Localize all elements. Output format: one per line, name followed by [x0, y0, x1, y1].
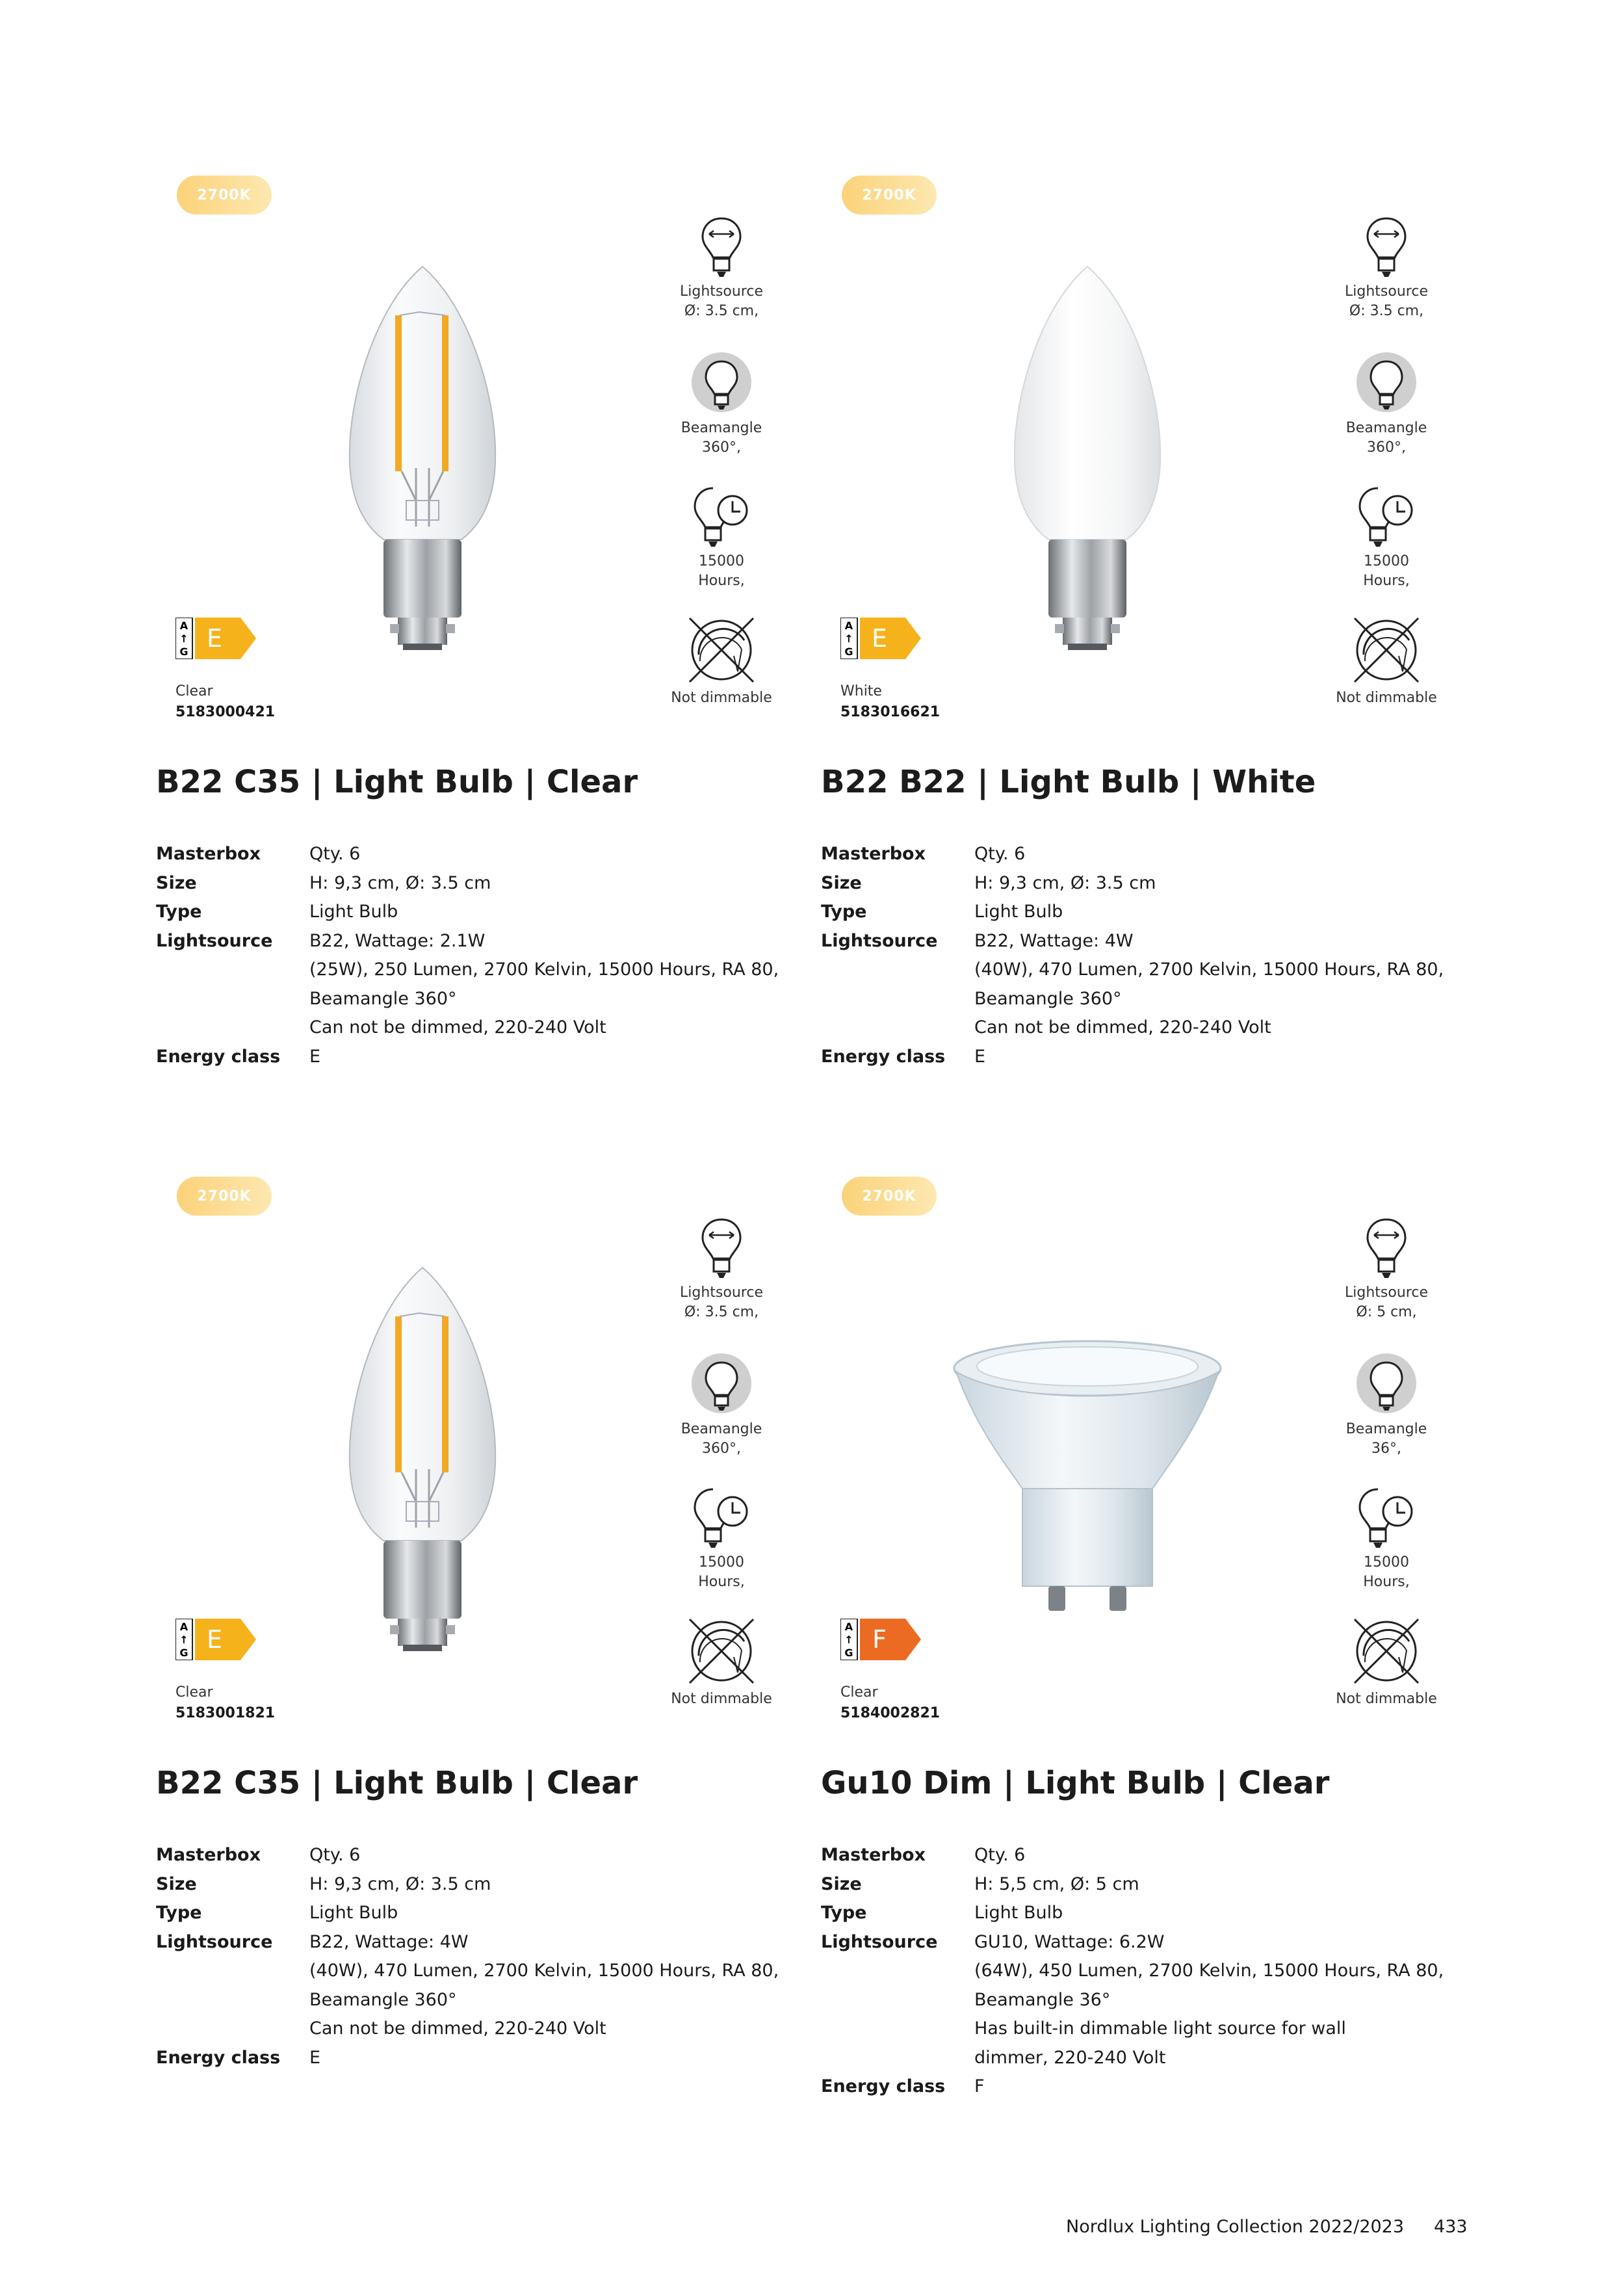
spec-table — [821, 1841, 1458, 2102]
spec-row — [821, 2044, 1458, 2073]
lightsource-label: Lightsource — [680, 1285, 763, 1301]
lightsource-feature — [650, 215, 793, 321]
spec-value: E — [974, 1046, 986, 1067]
spec-label — [821, 1986, 974, 2015]
product-code: 5183001821 — [175, 1705, 276, 1721]
spec-value: Qty. 6 — [974, 844, 1026, 864]
lifetime-clock-icon — [650, 1485, 793, 1550]
lightsource-value: Ø: 3.5 cm, — [684, 303, 759, 319]
product-card — [156, 1177, 806, 2139]
spec-label: Energy class — [156, 2047, 281, 2068]
lightsource-icon — [1315, 215, 1458, 280]
color-temperature-badge: 2700K — [177, 1177, 272, 1216]
hours-label: Hours, — [1363, 1574, 1410, 1590]
spec-row — [156, 840, 793, 869]
product-code: 5183016621 — [840, 704, 941, 720]
spec-row — [156, 956, 793, 985]
spec-label — [156, 1013, 309, 1043]
energy-class-letter: E — [206, 1625, 223, 1654]
spec-row — [821, 1013, 1458, 1043]
not-dimmable-icon — [650, 1615, 793, 1687]
beamangle-icon — [650, 1352, 793, 1417]
spec-value: B22, Wattage: 2.1W — [309, 930, 486, 951]
beamangle-label: Beamangle — [681, 1421, 762, 1437]
beamangle-feature — [650, 351, 793, 458]
page-number: 433 — [1434, 2217, 1468, 2237]
hours-feature — [650, 1485, 793, 1592]
spec-label: Masterbox — [156, 1845, 261, 1865]
energy-label — [840, 618, 922, 662]
color-temperature-badge: 2700K — [842, 176, 937, 215]
energy-scale-bottom: G — [179, 646, 188, 658]
spec-table — [156, 840, 793, 1071]
lightsource-feature — [1315, 1216, 1458, 1322]
spec-label: Type — [156, 902, 202, 922]
product-title: Gu10 Dim | Light Bulb | Clear — [821, 1765, 1330, 1801]
product-card — [821, 1177, 1471, 2139]
spec-value: Light Bulb — [974, 902, 1063, 922]
spec-value: (40W), 470 Lumen, 2700 Kelvin, 15000 Hours, RA 80, — [974, 959, 1444, 980]
spec-value: Qty. 6 — [309, 844, 361, 864]
spec-value: Beamangle 360° — [309, 988, 457, 1009]
spec-label — [156, 2015, 309, 2044]
hours-label: Hours, — [1363, 573, 1410, 589]
spec-row — [821, 869, 1458, 898]
beamangle-feature — [650, 1352, 793, 1459]
beamangle-label: Beamangle — [1345, 420, 1427, 436]
product-photo — [286, 1196, 559, 1664]
beamangle-icon — [650, 351, 793, 416]
spec-row — [821, 1841, 1458, 1870]
spec-value: F — [974, 2076, 985, 2096]
product-code: 5183000421 — [175, 704, 276, 720]
product-code: 5184002821 — [840, 1705, 941, 1721]
lightsource-label: Lightsource — [1345, 283, 1428, 300]
page-footer — [1066, 2217, 1468, 2237]
finish-label: Clear — [840, 1684, 878, 1701]
spec-label — [156, 985, 309, 1014]
spec-row — [156, 869, 793, 898]
spec-value: Light Bulb — [309, 1903, 398, 1923]
spec-label — [821, 956, 974, 985]
lightsource-icon — [1315, 1216, 1458, 1281]
finish-label: Clear — [175, 1684, 213, 1701]
not-dimmable-icon — [650, 614, 793, 686]
spec-row — [821, 840, 1458, 869]
spec-label: Masterbox — [156, 844, 261, 864]
spec-value: Beamangle 360° — [974, 988, 1122, 1009]
spec-value: Can not be dimmed, 220-240 Volt — [309, 1017, 606, 1037]
spec-label: Size — [156, 872, 197, 893]
color-temperature-badge: 2700K — [177, 176, 272, 215]
hours-value: 15000 — [1364, 553, 1409, 569]
spec-value: (40W), 470 Lumen, 2700 Kelvin, 15000 Hours, RA 80, — [309, 1961, 779, 1981]
svg-text:↑: ↑ — [179, 1634, 188, 1646]
spec-value: GU10, Wattage: 6.2W — [974, 1931, 1165, 1952]
spec-label: Type — [156, 1903, 202, 1923]
hours-value: 15000 — [699, 553, 744, 569]
spec-row — [821, 956, 1458, 985]
product-photo — [951, 1196, 1224, 1664]
spec-row — [821, 1870, 1458, 1899]
spec-label — [821, 2044, 974, 2073]
spec-label — [821, 985, 974, 1014]
spec-value: B22, Wattage: 4W — [309, 1931, 469, 1952]
dimmable-label: Not dimmable — [1336, 690, 1437, 706]
not-dimmable-icon — [1315, 614, 1458, 686]
spec-row — [821, 985, 1458, 1014]
spec-label — [821, 1013, 974, 1043]
spec-label: Energy class — [821, 1046, 946, 1067]
spec-row — [156, 927, 793, 956]
spec-value: Qty. 6 — [974, 1845, 1026, 1865]
beamangle-feature — [1315, 351, 1458, 458]
spec-row — [821, 1899, 1458, 1928]
hours-label: Hours, — [698, 573, 745, 589]
spec-row — [821, 2015, 1458, 2044]
dimmable-label: Not dimmable — [1336, 1691, 1437, 1707]
spec-label: Lightsource — [821, 1931, 938, 1952]
spec-row — [156, 1870, 793, 1899]
spec-label — [821, 2015, 974, 2044]
spec-row — [156, 1899, 793, 1928]
spec-row — [821, 1043, 1458, 1072]
beamangle-label: Beamangle — [1345, 1421, 1427, 1437]
energy-scale-top: A — [179, 620, 188, 632]
energy-scale-bottom: G — [844, 1647, 853, 1659]
spec-row — [156, 1043, 793, 1072]
spec-row — [156, 1841, 793, 1870]
hours-label: Hours, — [698, 1574, 745, 1590]
spec-row — [156, 1986, 793, 2015]
finish-label: Clear — [175, 683, 213, 699]
spec-value: dimmer, 220-240 Volt — [974, 2047, 1166, 2068]
energy-label — [840, 1619, 922, 1663]
spec-value: Light Bulb — [309, 902, 398, 922]
spec-value: Beamangle 360° — [309, 1989, 457, 2010]
beamangle-feature — [1315, 1352, 1458, 1459]
svg-text:↑: ↑ — [844, 633, 853, 645]
energy-scale-bottom: G — [844, 646, 853, 658]
beamangle-value: 360°, — [702, 1441, 741, 1457]
spec-value: Qty. 6 — [309, 1845, 361, 1865]
spec-label: Energy class — [156, 1046, 281, 1067]
spec-value: Can not be dimmed, 220-240 Volt — [309, 2018, 606, 2039]
product-title: B22 C35 | Light Bulb | Clear — [156, 764, 638, 800]
hours-value: 15000 — [1364, 1554, 1409, 1571]
product-title: B22 B22 | Light Bulb | White — [821, 764, 1316, 800]
spec-label — [156, 956, 309, 985]
lifetime-clock-icon — [650, 484, 793, 549]
lifetime-clock-icon — [1315, 484, 1458, 549]
spec-row — [821, 1928, 1458, 1957]
spec-row — [156, 1957, 793, 1986]
spec-row — [156, 985, 793, 1014]
energy-class-letter: E — [206, 624, 223, 653]
spec-label — [821, 1957, 974, 1986]
svg-text:↑: ↑ — [179, 633, 188, 645]
product-photo — [951, 195, 1224, 663]
spec-label: Lightsource — [821, 930, 938, 951]
spec-value: Has built-in dimmable light source for wall — [974, 2018, 1346, 2039]
beamangle-value: 360°, — [702, 439, 741, 456]
spec-value: (64W), 450 Lumen, 2700 Kelvin, 15000 Hours, RA 80, — [974, 1961, 1444, 1981]
energy-label — [175, 618, 257, 662]
dimmable-feature — [1315, 614, 1458, 708]
spec-label — [156, 1986, 309, 2015]
dimmable-feature — [650, 1615, 793, 1709]
spec-row — [156, 2015, 793, 2044]
energy-class-letter: E — [871, 624, 888, 653]
spec-value: H: 5,5 cm, Ø: 5 cm — [974, 1873, 1139, 1894]
spec-table — [156, 1841, 793, 2072]
energy-label — [175, 1619, 257, 1663]
spec-value: Light Bulb — [974, 1903, 1063, 1923]
spec-label: Size — [821, 872, 862, 893]
spec-label: Lightsource — [156, 1931, 273, 1952]
spec-table — [821, 840, 1458, 1071]
lightsource-value: Ø: 3.5 cm, — [1349, 303, 1424, 319]
spec-label: Masterbox — [821, 844, 926, 864]
product-photo — [286, 195, 559, 663]
beamangle-icon — [1315, 351, 1458, 416]
spec-label: Lightsource — [156, 930, 273, 951]
lightsource-label: Lightsource — [1345, 1285, 1428, 1301]
lightsource-feature — [650, 1216, 793, 1322]
spec-row — [821, 898, 1458, 927]
spec-value: (25W), 250 Lumen, 2700 Kelvin, 15000 Hours, RA 80, — [309, 959, 779, 980]
finish-label: White — [840, 683, 882, 699]
spec-label: Type — [821, 1903, 867, 1923]
hours-value: 15000 — [699, 1554, 744, 1571]
lightsource-icon — [650, 215, 793, 280]
beamangle-label: Beamangle — [681, 420, 762, 436]
not-dimmable-icon — [1315, 1615, 1458, 1687]
spec-row — [821, 1957, 1458, 1986]
hours-feature — [1315, 1485, 1458, 1592]
dimmable-label: Not dimmable — [671, 1691, 772, 1707]
spec-row — [821, 1986, 1458, 2015]
spec-row — [156, 898, 793, 927]
spec-label: Size — [821, 1873, 862, 1894]
svg-text:↑: ↑ — [844, 1634, 853, 1646]
spec-value: E — [309, 2047, 321, 2068]
spec-value: B22, Wattage: 4W — [974, 930, 1134, 951]
energy-scale-top: A — [844, 1621, 853, 1633]
lightsource-feature — [1315, 215, 1458, 321]
spec-row — [156, 2044, 793, 2073]
spec-value: E — [309, 1046, 321, 1067]
spec-value: H: 9,3 cm, Ø: 3.5 cm — [309, 872, 491, 893]
spec-row — [156, 1013, 793, 1043]
spec-row — [156, 1928, 793, 1957]
product-title: B22 C35 | Light Bulb | Clear — [156, 1765, 638, 1801]
energy-class-letter: F — [872, 1625, 887, 1654]
spec-value: H: 9,3 cm, Ø: 3.5 cm — [974, 872, 1156, 893]
spec-value: Can not be dimmed, 220-240 Volt — [974, 1017, 1271, 1037]
spec-label: Size — [156, 1873, 197, 1894]
beamangle-icon — [1315, 1352, 1458, 1417]
lifetime-clock-icon — [1315, 1485, 1458, 1550]
energy-scale-bottom: G — [179, 1647, 188, 1659]
beamangle-value: 36°, — [1371, 1441, 1401, 1457]
hours-feature — [650, 484, 793, 591]
spec-label: Masterbox — [821, 1845, 926, 1865]
spec-row — [821, 927, 1458, 956]
hours-feature — [1315, 484, 1458, 591]
beamangle-value: 360°, — [1367, 439, 1406, 456]
dimmable-label: Not dimmable — [671, 690, 772, 706]
spec-value: Beamangle 36° — [974, 1989, 1111, 2010]
lightsource-value: Ø: 5 cm, — [1356, 1304, 1417, 1320]
energy-scale-top: A — [844, 620, 853, 632]
product-card — [156, 176, 806, 1138]
color-temperature-badge: 2700K — [842, 1177, 937, 1216]
dimmable-feature — [650, 614, 793, 708]
lightsource-icon — [650, 1216, 793, 1281]
spec-value: H: 9,3 cm, Ø: 3.5 cm — [309, 1873, 491, 1894]
spec-label: Energy class — [821, 2076, 946, 2096]
spec-label: Type — [821, 902, 867, 922]
spec-row — [821, 2072, 1458, 2102]
footer-collection: Nordlux Lighting Collection 2022/2023 — [1066, 2217, 1405, 2237]
lightsource-label: Lightsource — [680, 283, 763, 300]
energy-scale-top: A — [179, 1621, 188, 1633]
dimmable-feature — [1315, 1615, 1458, 1709]
product-card — [821, 176, 1471, 1138]
spec-label — [156, 1957, 309, 1986]
lightsource-value: Ø: 3.5 cm, — [684, 1304, 759, 1320]
